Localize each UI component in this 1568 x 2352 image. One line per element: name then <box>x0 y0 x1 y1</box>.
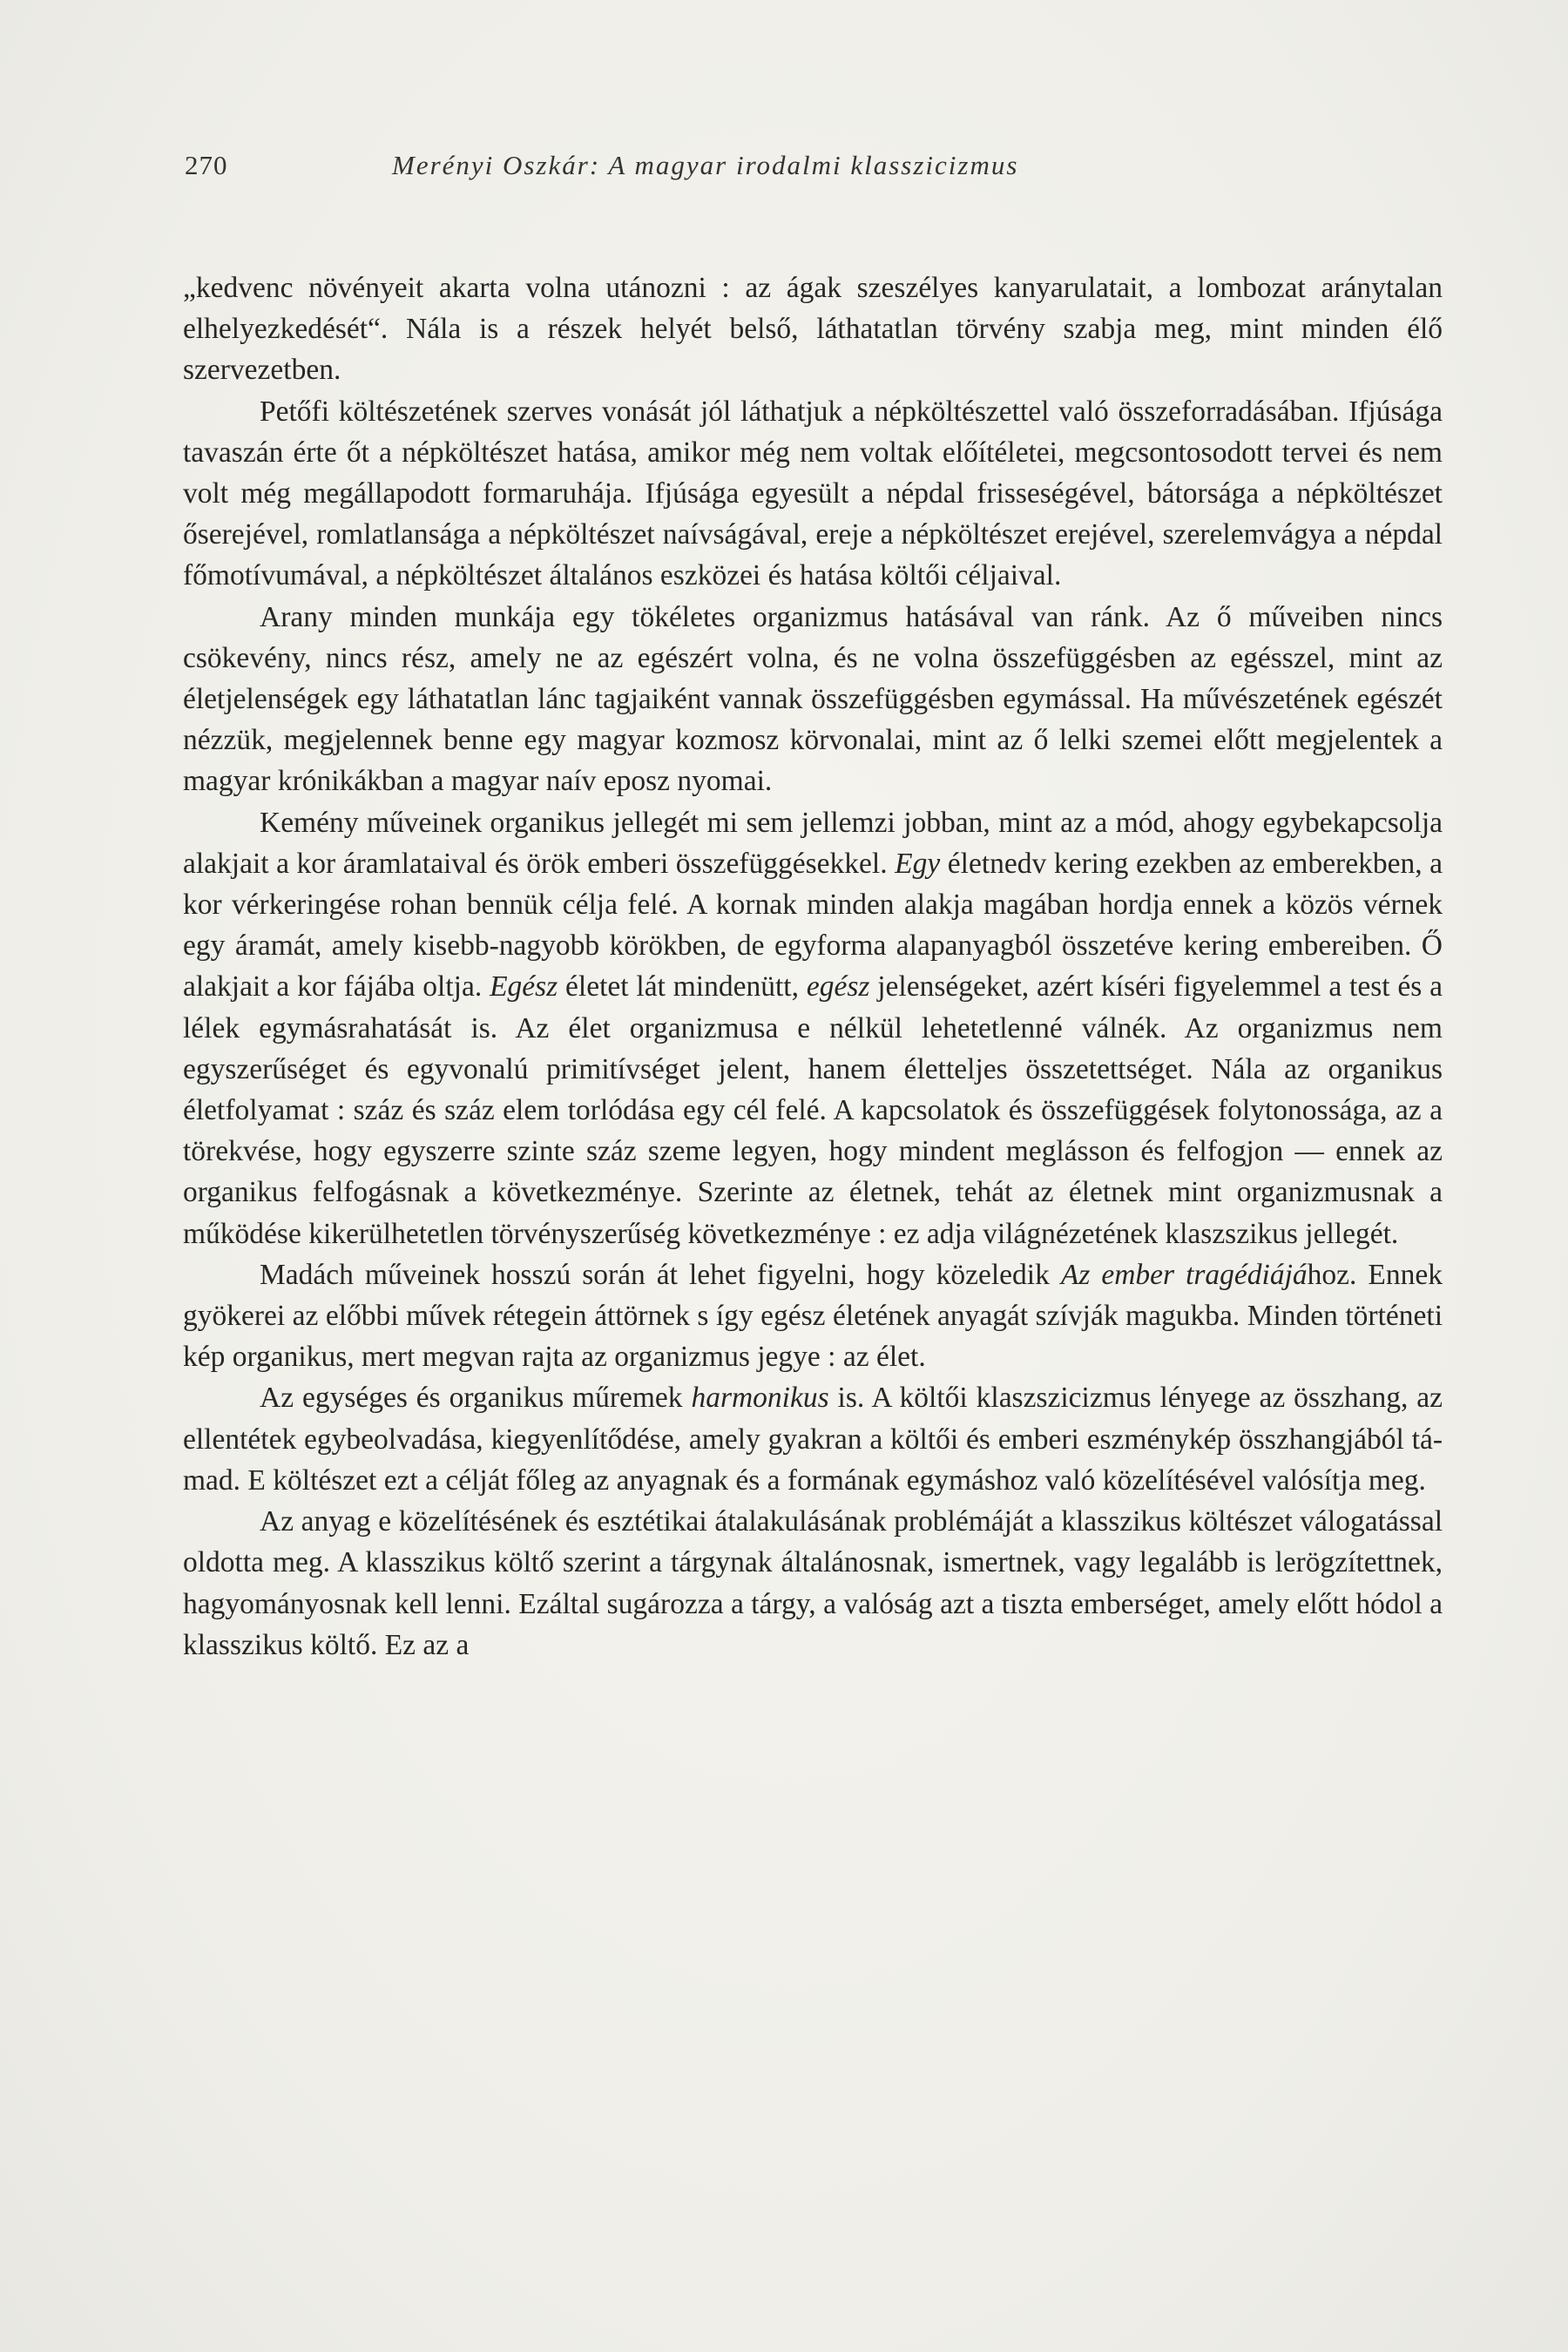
paragraph-kemeny <box>183 802 1443 1254</box>
emphasis-text: egész <box>806 970 870 1004</box>
page-number: 270 <box>185 150 228 180</box>
running-title: Merényi Oszkár: A magyar irodalmi klasszicizmus <box>392 150 1019 180</box>
paragraph-text: is. A költői klaszszicizmus lényege az összhang, az ellentétek egybeolvadása, kiegyenlítődése, amely gyakran a költői és emberi eszménykép összhangjából támad. E költészet ezt a célját főleg az anyagnak és a formának egymáshoz való közelítésével valósítja meg. <box>183 1382 1443 1497</box>
paragraph-text: Madách műveinek hosszú során át lehet figyelni, hogy közeledik <box>260 1258 1061 1291</box>
paragraph-text: jelenségeket, azért kíséri figyelemmel a test és a lélek egymásrahatását is. Az élet organizmusa e nélkül lehetetlenné válnék. Az organizmus nem egyszerűséget és egyvonalú primitívséget jelent, hanem életteljes összetettséget. Nála az organikus életfolyamat : száz és száz elem torlódása egy cél felé. A kapcsolatok és összefüggések folytonossága, az a törekvése, hogy egyszerre szinte száz szeme legyen, hogy mindent meglásson és felfogjon — ennek az organikus felfogásnak a következménye. Szerinte az életnek, tehát az életnek mint organizmusnak a működése kikerülhetetlen törvényszerűség következménye : ez adja világnézetének klaszszikus jellegét. <box>183 970 1443 1250</box>
paragraph-1: „kedvenc növényeit akarta volna utánozni : az ágak szeszélyes kanyarulatait, a lombozat aránytalan elhelyezkedését“. Nála is a részek helyét belső, láthatatlan törvény szabja meg, mint minden élő szervezetben. <box>183 272 1443 387</box>
paragraph-text: hoz. Ennek gyökerei az előbbi művek rétegein áttörnek s így egész életének anyagát szívják magukba. Minden történeti kép organikus, mert megvan rajta az organizmus jegye : az élet. <box>183 1258 1443 1374</box>
paragraph-material: Az anyag e közelítésének és esztétikai átalakulásának problémáját a klasszikus költészet válogatással oldotta meg. A klasszikus költő szerint a tárgynak általánosnak, ismertnek, vagy legalább is lerögzítettnek, hagyományosnak kell lenni. Ezáltal sugározza a tárgy, a valóság azt a tiszta emberséget, amely előtt hódol a klasszikus költő. Ez az a <box>183 1505 1443 1661</box>
paragraph-madach <box>183 1254 1443 1378</box>
emphasis-text: harmonikus <box>691 1382 829 1415</box>
paragraph-text: életnedv kering ezekben az emberekben, a kor vérkeringése rohan bennük célja felé. A kornak minden alakja magában hordja ennek a közös vérnek egy áramát, amely kisebb-nagyobb körökben, de egyforma alapanyagból összetéve kering embereiben. Ő alakjait a kor fájába oltja. <box>183 847 1443 1004</box>
paragraph-arany: Arany minden munkája egy tökéletes organizmus hatásával van ránk. Az ő műveiben nincs csökevény, nincs rész, amely ne az egészért volna, és ne volna összefüggésben az egésszel, mint az életjelenségek egy láthatatlan lánc tagjaiként vannak összefüggésben egymással. Ha művészetének egészét nézzük, megjelennek benne egy magyar kozmosz körvonalai, mint az ő lelki szemei előtt megjelentek a magyar krónikákban a magyar naív eposz nyomai. <box>183 600 1443 798</box>
body-text <box>183 267 1443 1666</box>
page-header <box>185 150 1439 193</box>
paragraph-text: Az egységes és organikus műremek <box>260 1382 692 1415</box>
paragraph-petofi: Petőfi költészetének szerves vonását jól láthatjuk a népköltészettel való összeforradásában. Ifjúsága tavaszán érte őt a népköltészet hatása, amikor még nem voltak előítéletei, megcsontosodott tervei és nem volt még megállapodott formaruhája. Ifjúsága egyesült a népdal frisseségével, bátorsága a népköltészet őserejével, romlatlansága a népköltészet naívságával, ereje a népköltészet erejével, szerelemvágya a népdal főmotívumával, a népköltészet általános eszközei és hatása költői céljaival. <box>183 395 1443 592</box>
book-title-emphasis: Az ember tragédiájá <box>1060 1258 1308 1291</box>
paragraph-text: életet lát mindenütt, <box>558 970 807 1004</box>
emphasis-text: Egész <box>490 970 558 1004</box>
paragraph-harmony <box>183 1377 1443 1501</box>
paragraph-text: Kemény műveinek organikus jellegét mi sem jellemzi jobban, mint az a mód, ahogy egybekapcsolja alakjait a kor áramlataival és örök emberi összefüggésekkel. <box>183 806 1443 880</box>
emphasis-text: Egy <box>895 847 941 880</box>
